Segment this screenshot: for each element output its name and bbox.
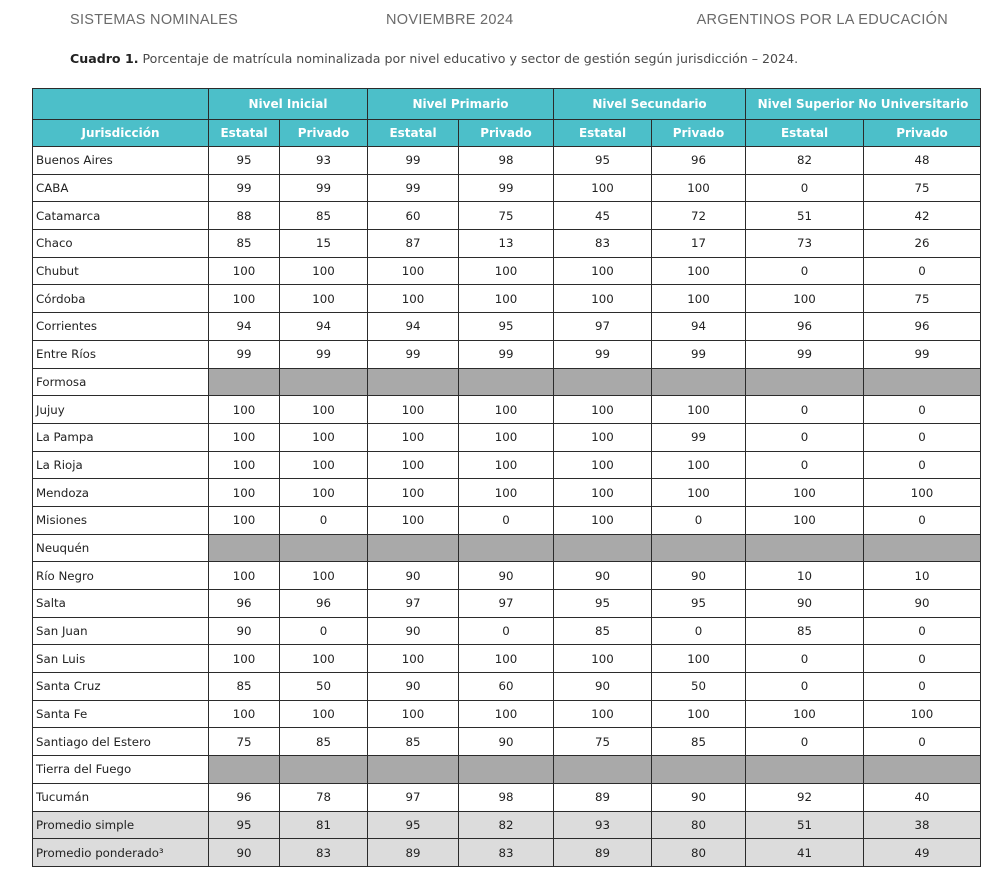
value-cell: 0 xyxy=(864,423,981,451)
value-cell: 95 xyxy=(209,147,280,175)
value-cell: 96 xyxy=(209,590,280,618)
value-cell xyxy=(554,756,652,784)
value-cell: 100 xyxy=(368,645,459,673)
value-cell xyxy=(864,368,981,396)
table-row xyxy=(33,700,981,728)
value-cell: 100 xyxy=(209,451,280,479)
value-cell: 100 xyxy=(459,396,554,424)
value-cell xyxy=(746,368,864,396)
value-cell: 38 xyxy=(864,811,981,839)
group-header: Nivel Secundario xyxy=(554,89,746,120)
corner-cell xyxy=(33,89,209,120)
value-cell: 100 xyxy=(280,451,368,479)
value-cell xyxy=(746,756,864,784)
jurisdiction-cell: Chubut xyxy=(33,257,209,285)
value-cell: 83 xyxy=(554,230,652,258)
jurisdiction-cell: San Juan xyxy=(33,617,209,645)
value-cell: 10 xyxy=(746,562,864,590)
value-cell: 85 xyxy=(209,673,280,701)
value-cell: 100 xyxy=(554,423,652,451)
value-cell: 17 xyxy=(652,230,746,258)
value-cell: 0 xyxy=(864,506,981,534)
value-cell: 100 xyxy=(746,285,864,313)
value-cell: 100 xyxy=(368,451,459,479)
value-cell: 89 xyxy=(554,839,652,867)
value-cell: 82 xyxy=(459,811,554,839)
value-cell: 0 xyxy=(746,645,864,673)
value-cell: 0 xyxy=(746,174,864,202)
value-cell: 0 xyxy=(652,506,746,534)
column-header: Privado xyxy=(864,120,981,147)
value-cell: 100 xyxy=(459,423,554,451)
value-cell: 99 xyxy=(746,340,864,368)
value-cell: 100 xyxy=(209,700,280,728)
value-cell: 100 xyxy=(209,506,280,534)
value-cell: 99 xyxy=(459,340,554,368)
header-left: SISTEMAS NOMINALES xyxy=(70,12,239,28)
value-cell xyxy=(652,534,746,562)
value-cell: 100 xyxy=(652,285,746,313)
value-cell: 89 xyxy=(554,783,652,811)
value-cell: 13 xyxy=(459,230,554,258)
value-cell xyxy=(280,534,368,562)
value-cell: 90 xyxy=(652,783,746,811)
value-cell: 85 xyxy=(554,617,652,645)
value-cell: 95 xyxy=(209,811,280,839)
jurisdiction-cell: Buenos Aires xyxy=(33,147,209,175)
value-cell: 99 xyxy=(652,340,746,368)
column-header: Estatal xyxy=(209,120,280,147)
value-cell: 0 xyxy=(864,396,981,424)
column-header: Estatal xyxy=(554,120,652,147)
table-row xyxy=(33,313,981,341)
value-cell: 93 xyxy=(554,811,652,839)
value-cell: 100 xyxy=(280,285,368,313)
jurisdiction-cell: Tierra del Fuego xyxy=(33,756,209,784)
value-cell: 95 xyxy=(459,313,554,341)
value-cell: 90 xyxy=(209,617,280,645)
value-cell: 15 xyxy=(280,230,368,258)
jurisdiction-cell: Tucumán xyxy=(33,783,209,811)
value-cell: 10 xyxy=(864,562,981,590)
value-cell: 99 xyxy=(209,340,280,368)
value-cell xyxy=(280,756,368,784)
table-caption xyxy=(70,51,950,66)
value-cell: 99 xyxy=(368,174,459,202)
value-cell: 100 xyxy=(368,257,459,285)
column-header: Privado xyxy=(280,120,368,147)
value-cell: 97 xyxy=(459,590,554,618)
group-header: Nivel Primario xyxy=(368,89,554,120)
table-row xyxy=(33,617,981,645)
value-cell: 51 xyxy=(746,202,864,230)
value-cell xyxy=(368,368,459,396)
value-cell: 96 xyxy=(746,313,864,341)
value-cell: 99 xyxy=(280,340,368,368)
value-cell: 100 xyxy=(209,479,280,507)
value-cell: 99 xyxy=(554,340,652,368)
table-row xyxy=(33,147,981,175)
value-cell: 100 xyxy=(280,396,368,424)
value-cell: 90 xyxy=(459,562,554,590)
value-cell: 90 xyxy=(368,617,459,645)
value-cell: 75 xyxy=(459,202,554,230)
value-cell: 100 xyxy=(209,562,280,590)
value-cell: 93 xyxy=(280,147,368,175)
value-cell: 100 xyxy=(280,700,368,728)
value-cell: 94 xyxy=(368,313,459,341)
value-cell: 98 xyxy=(459,147,554,175)
value-cell: 0 xyxy=(864,257,981,285)
value-cell: 80 xyxy=(652,811,746,839)
header-right: ARGENTINOS POR LA EDUCACIÓN xyxy=(696,12,948,28)
value-cell: 40 xyxy=(864,783,981,811)
value-cell: 90 xyxy=(368,673,459,701)
value-cell xyxy=(209,534,280,562)
value-cell: 100 xyxy=(554,174,652,202)
value-cell: 90 xyxy=(209,839,280,867)
value-cell: 100 xyxy=(652,700,746,728)
value-cell: 100 xyxy=(280,645,368,673)
value-cell: 48 xyxy=(864,147,981,175)
value-cell: 75 xyxy=(209,728,280,756)
value-cell: 100 xyxy=(652,451,746,479)
jurisdiction-cell: Misiones xyxy=(33,506,209,534)
value-cell: 100 xyxy=(459,285,554,313)
jurisdiction-cell: Catamarca xyxy=(33,202,209,230)
value-cell: 92 xyxy=(746,783,864,811)
value-cell: 99 xyxy=(368,340,459,368)
value-cell: 99 xyxy=(280,174,368,202)
value-cell: 60 xyxy=(459,673,554,701)
table-row xyxy=(33,230,981,258)
value-cell: 85 xyxy=(368,728,459,756)
value-cell: 0 xyxy=(652,617,746,645)
table-row xyxy=(33,451,981,479)
column-header: Privado xyxy=(459,120,554,147)
value-cell: 87 xyxy=(368,230,459,258)
value-cell: 90 xyxy=(652,562,746,590)
header-date: NOVIEMBRE 2024 xyxy=(386,12,514,28)
table-row xyxy=(33,340,981,368)
jurisdiction-cell: Córdoba xyxy=(33,285,209,313)
table-row xyxy=(33,534,981,562)
table-row xyxy=(33,839,981,867)
value-cell: 100 xyxy=(459,645,554,673)
caption-text: Porcentaje de matrícula nominalizada por nivel educativo y sector de gestión según jurisdicción – 2024. xyxy=(138,51,799,66)
value-cell: 100 xyxy=(554,645,652,673)
value-cell: 90 xyxy=(746,590,864,618)
jurisdiction-cell: Promedio ponderado³ xyxy=(33,839,209,867)
table-row xyxy=(33,396,981,424)
value-cell: 90 xyxy=(368,562,459,590)
value-cell: 100 xyxy=(554,285,652,313)
value-cell: 73 xyxy=(746,230,864,258)
value-cell xyxy=(280,368,368,396)
value-cell: 97 xyxy=(368,783,459,811)
value-cell: 100 xyxy=(368,479,459,507)
value-cell: 100 xyxy=(652,257,746,285)
value-cell: 49 xyxy=(864,839,981,867)
table-row xyxy=(33,728,981,756)
value-cell: 100 xyxy=(209,285,280,313)
value-cell: 0 xyxy=(864,617,981,645)
value-cell: 75 xyxy=(864,285,981,313)
value-cell: 100 xyxy=(746,700,864,728)
value-cell: 95 xyxy=(652,590,746,618)
value-cell: 41 xyxy=(746,839,864,867)
column-header: Estatal xyxy=(746,120,864,147)
table-row xyxy=(33,673,981,701)
value-cell: 100 xyxy=(554,506,652,534)
value-cell: 100 xyxy=(280,423,368,451)
value-cell: 96 xyxy=(864,313,981,341)
value-cell: 100 xyxy=(652,645,746,673)
value-cell: 94 xyxy=(652,313,746,341)
jurisdiction-cell: Río Negro xyxy=(33,562,209,590)
value-cell: 100 xyxy=(652,174,746,202)
value-cell: 80 xyxy=(652,839,746,867)
value-cell: 95 xyxy=(368,811,459,839)
value-cell: 99 xyxy=(459,174,554,202)
value-cell: 94 xyxy=(209,313,280,341)
value-cell: 0 xyxy=(280,506,368,534)
table-row xyxy=(33,756,981,784)
jurisdiction-cell: Santiago del Estero xyxy=(33,728,209,756)
value-cell: 0 xyxy=(746,451,864,479)
value-cell: 100 xyxy=(864,700,981,728)
value-cell: 26 xyxy=(864,230,981,258)
value-cell: 82 xyxy=(746,147,864,175)
value-cell: 0 xyxy=(280,617,368,645)
value-cell xyxy=(459,534,554,562)
page-header xyxy=(70,12,948,32)
jurisdiction-cell: Entre Ríos xyxy=(33,340,209,368)
jurisdiction-cell: Mendoza xyxy=(33,479,209,507)
table-row xyxy=(33,562,981,590)
value-cell: 99 xyxy=(652,423,746,451)
value-cell: 72 xyxy=(652,202,746,230)
value-cell: 45 xyxy=(554,202,652,230)
value-cell: 85 xyxy=(209,230,280,258)
enrollment-table xyxy=(32,88,981,867)
value-cell xyxy=(209,368,280,396)
value-cell: 100 xyxy=(280,479,368,507)
value-cell xyxy=(864,534,981,562)
value-cell: 100 xyxy=(209,257,280,285)
jurisdiction-cell: San Luis xyxy=(33,645,209,673)
value-cell: 99 xyxy=(864,340,981,368)
value-cell: 100 xyxy=(459,700,554,728)
jurisdiction-cell: CABA xyxy=(33,174,209,202)
value-cell: 97 xyxy=(368,590,459,618)
jurisdiction-cell: Chaco xyxy=(33,230,209,258)
caption-label: Cuadro 1. xyxy=(70,51,139,66)
column-header: Estatal xyxy=(368,120,459,147)
value-cell: 85 xyxy=(652,728,746,756)
value-cell: 90 xyxy=(864,590,981,618)
jurisdiction-cell: Santa Cruz xyxy=(33,673,209,701)
value-cell xyxy=(554,368,652,396)
value-cell: 88 xyxy=(209,202,280,230)
group-header: Nivel Superior No Universitario xyxy=(746,89,981,120)
jurisdiction-cell: Salta xyxy=(33,590,209,618)
table-row xyxy=(33,506,981,534)
jurisdiction-cell: Neuquén xyxy=(33,534,209,562)
value-cell: 97 xyxy=(554,313,652,341)
value-cell: 81 xyxy=(280,811,368,839)
table-row xyxy=(33,257,981,285)
jurisdiction-cell: La Rioja xyxy=(33,451,209,479)
value-cell: 85 xyxy=(280,728,368,756)
value-cell: 100 xyxy=(746,506,864,534)
value-cell: 99 xyxy=(209,174,280,202)
value-cell: 60 xyxy=(368,202,459,230)
value-cell: 83 xyxy=(459,839,554,867)
table-row xyxy=(33,590,981,618)
jurisdiction-cell: Formosa xyxy=(33,368,209,396)
value-cell: 95 xyxy=(554,590,652,618)
value-cell: 0 xyxy=(746,423,864,451)
value-cell: 100 xyxy=(554,700,652,728)
value-cell: 100 xyxy=(368,285,459,313)
table-row xyxy=(33,811,981,839)
value-cell: 78 xyxy=(280,783,368,811)
value-cell: 100 xyxy=(368,700,459,728)
jurisdiction-cell: Corrientes xyxy=(33,313,209,341)
value-cell: 99 xyxy=(368,147,459,175)
column-header: Jurisdicción xyxy=(33,120,209,147)
value-cell xyxy=(368,534,459,562)
value-cell: 75 xyxy=(864,174,981,202)
value-cell: 100 xyxy=(209,423,280,451)
value-cell: 0 xyxy=(746,728,864,756)
value-cell: 0 xyxy=(459,506,554,534)
value-cell: 100 xyxy=(652,479,746,507)
value-cell: 89 xyxy=(368,839,459,867)
value-cell: 100 xyxy=(459,451,554,479)
value-cell xyxy=(459,756,554,784)
value-cell: 75 xyxy=(554,728,652,756)
value-cell: 100 xyxy=(459,257,554,285)
value-cell: 100 xyxy=(554,451,652,479)
column-header: Privado xyxy=(652,120,746,147)
value-cell: 100 xyxy=(280,257,368,285)
value-cell: 96 xyxy=(209,783,280,811)
value-cell xyxy=(209,756,280,784)
value-cell xyxy=(554,534,652,562)
value-cell: 0 xyxy=(864,451,981,479)
value-cell: 0 xyxy=(746,396,864,424)
table-row xyxy=(33,174,981,202)
jurisdiction-cell: Jujuy xyxy=(33,396,209,424)
value-cell: 0 xyxy=(864,673,981,701)
value-cell: 100 xyxy=(368,396,459,424)
value-cell: 100 xyxy=(459,479,554,507)
value-cell: 90 xyxy=(459,728,554,756)
value-cell: 100 xyxy=(554,396,652,424)
table-row xyxy=(33,202,981,230)
value-cell: 100 xyxy=(554,257,652,285)
value-cell: 100 xyxy=(368,423,459,451)
value-cell: 100 xyxy=(209,645,280,673)
value-cell xyxy=(368,756,459,784)
value-cell: 0 xyxy=(746,257,864,285)
value-cell: 98 xyxy=(459,783,554,811)
table-row xyxy=(33,479,981,507)
value-cell: 100 xyxy=(554,479,652,507)
value-cell: 100 xyxy=(209,396,280,424)
value-cell: 0 xyxy=(746,673,864,701)
value-cell: 42 xyxy=(864,202,981,230)
value-cell: 0 xyxy=(459,617,554,645)
value-cell: 100 xyxy=(368,506,459,534)
value-cell: 100 xyxy=(652,396,746,424)
value-cell: 100 xyxy=(746,479,864,507)
jurisdiction-cell: Santa Fe xyxy=(33,700,209,728)
value-cell: 0 xyxy=(864,728,981,756)
value-cell: 83 xyxy=(280,839,368,867)
jurisdiction-cell: La Pampa xyxy=(33,423,209,451)
table-row xyxy=(33,783,981,811)
value-cell: 100 xyxy=(864,479,981,507)
value-cell xyxy=(652,756,746,784)
value-cell: 85 xyxy=(280,202,368,230)
value-cell xyxy=(864,756,981,784)
value-cell: 94 xyxy=(280,313,368,341)
table-row xyxy=(33,368,981,396)
value-cell: 90 xyxy=(554,562,652,590)
table-body xyxy=(33,147,981,867)
value-cell xyxy=(746,534,864,562)
value-cell: 85 xyxy=(746,617,864,645)
group-header: Nivel Inicial xyxy=(209,89,368,120)
jurisdiction-cell: Promedio simple xyxy=(33,811,209,839)
value-cell: 96 xyxy=(280,590,368,618)
value-cell: 95 xyxy=(554,147,652,175)
value-cell: 50 xyxy=(652,673,746,701)
table-row xyxy=(33,645,981,673)
value-cell: 51 xyxy=(746,811,864,839)
table-row xyxy=(33,423,981,451)
value-cell: 0 xyxy=(864,645,981,673)
value-cell: 50 xyxy=(280,673,368,701)
table-row xyxy=(33,285,981,313)
value-cell xyxy=(652,368,746,396)
value-cell xyxy=(459,368,554,396)
value-cell: 100 xyxy=(280,562,368,590)
value-cell: 96 xyxy=(652,147,746,175)
value-cell: 90 xyxy=(554,673,652,701)
